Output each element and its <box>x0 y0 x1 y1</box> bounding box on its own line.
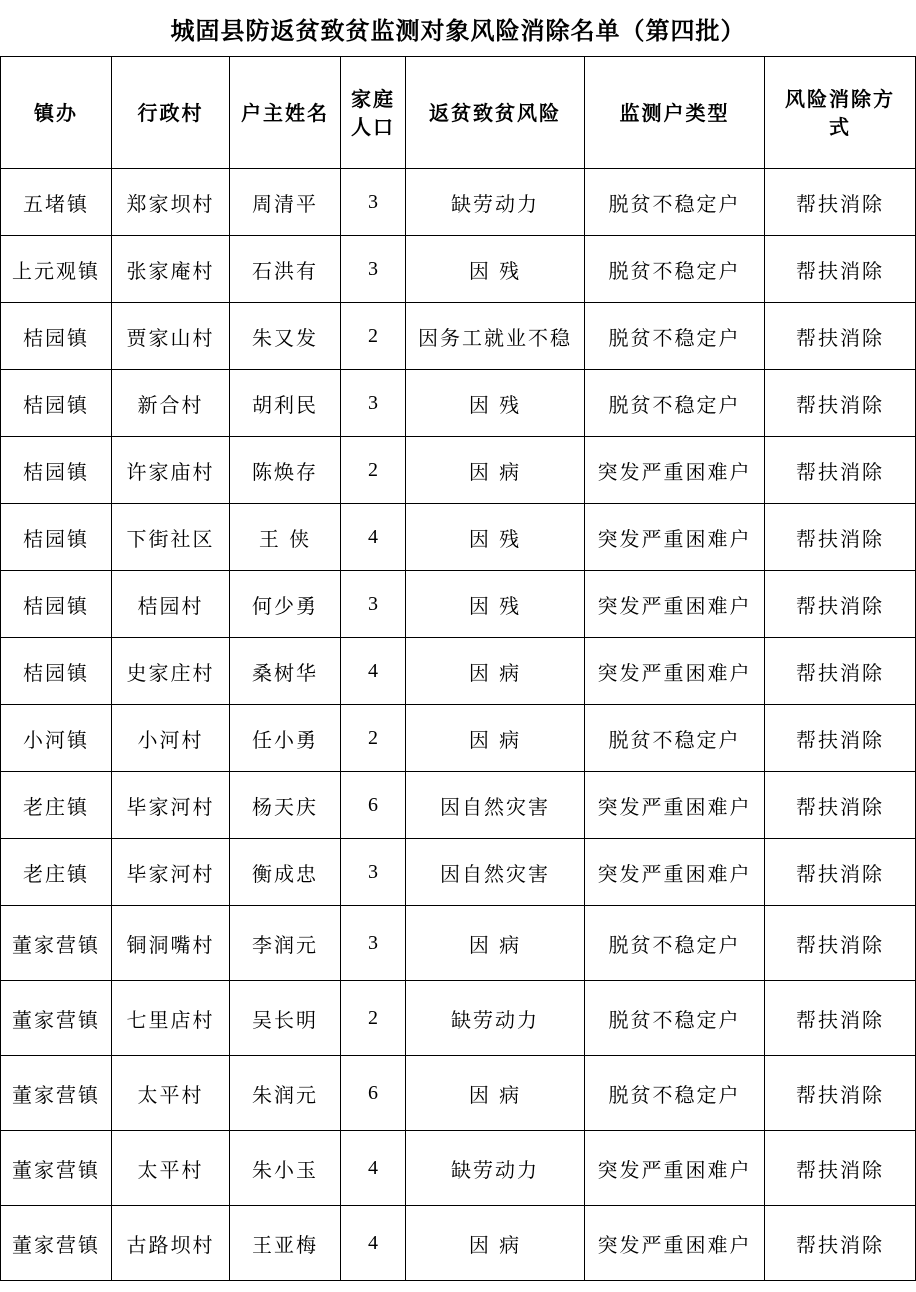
removal-method-cell: 帮扶消除 <box>765 906 916 981</box>
household-head-cell: 杨天庆 <box>230 772 341 839</box>
monitor-type-cell: 脱贫不稳定户 <box>585 1056 765 1131</box>
household-size-cell: 3 <box>341 370 406 437</box>
village-cell: 毕家河村 <box>112 772 230 839</box>
header-removal-method-line2: 式 <box>829 114 851 139</box>
village-cell: 贾家山村 <box>112 303 230 370</box>
village-cell: 太平村 <box>112 1056 230 1131</box>
household-size-cell: 2 <box>341 705 406 772</box>
removal-method-cell: 帮扶消除 <box>765 839 916 906</box>
document-title: 城固县防返贫致贫监测对象风险消除名单（第四批） <box>170 16 746 45</box>
village-cell: 史家庄村 <box>112 638 230 705</box>
header-removal-method-line1: 风险消除方 <box>785 86 895 111</box>
header-household-size-line1: 家庭 <box>351 86 395 111</box>
village-cell: 古路坝村 <box>112 1206 230 1281</box>
header-risk: 返贫致贫风险 <box>406 57 585 169</box>
household-head-cell: 王亚梅 <box>230 1206 341 1281</box>
village-cell: 张家庵村 <box>112 236 230 303</box>
village-cell: 许家庙村 <box>112 437 230 504</box>
village-cell: 七里店村 <box>112 981 230 1056</box>
town-cell: 桔园镇 <box>1 504 112 571</box>
village-cell: 铜洞嘴村 <box>112 906 230 981</box>
household-size-cell: 6 <box>341 1056 406 1131</box>
risk-cell: 因 病 <box>406 906 585 981</box>
household-head-cell: 衡成忠 <box>230 839 341 906</box>
header-village: 行政村 <box>112 57 230 169</box>
town-cell: 小河镇 <box>1 705 112 772</box>
risk-cell: 缺劳动力 <box>406 981 585 1056</box>
household-head-cell: 吴长明 <box>230 981 341 1056</box>
household-size-cell: 4 <box>341 638 406 705</box>
risk-cell: 因务工就业不稳 <box>406 303 585 370</box>
table-row <box>1 571 916 638</box>
table-row <box>1 638 916 705</box>
table-row <box>1 1056 916 1131</box>
town-cell: 桔园镇 <box>1 370 112 437</box>
removal-method-cell: 帮扶消除 <box>765 1056 916 1131</box>
table-row <box>1 772 916 839</box>
header-household-size <box>341 57 406 169</box>
monitor-type-cell: 突发严重困难户 <box>585 571 765 638</box>
risk-cell: 因 病 <box>406 705 585 772</box>
town-cell: 老庄镇 <box>1 772 112 839</box>
monitor-type-cell: 脱贫不稳定户 <box>585 705 765 772</box>
household-head-cell: 朱小玉 <box>230 1131 341 1206</box>
household-size-cell: 3 <box>341 839 406 906</box>
monitor-type-cell: 突发严重困难户 <box>585 437 765 504</box>
household-head-cell: 李润元 <box>230 906 341 981</box>
removal-method-cell: 帮扶消除 <box>765 571 916 638</box>
removal-method-cell: 帮扶消除 <box>765 1206 916 1281</box>
risk-cell: 缺劳动力 <box>406 169 585 236</box>
removal-method-cell: 帮扶消除 <box>765 981 916 1056</box>
removal-method-cell: 帮扶消除 <box>765 705 916 772</box>
table-row <box>1 303 916 370</box>
header-removal-method <box>765 57 916 169</box>
town-cell: 桔园镇 <box>1 571 112 638</box>
risk-cell: 因自然灾害 <box>406 839 585 906</box>
monitor-type-cell: 脱贫不稳定户 <box>585 236 765 303</box>
household-head-cell: 周清平 <box>230 169 341 236</box>
village-cell: 桔园村 <box>112 571 230 638</box>
removal-method-cell: 帮扶消除 <box>765 1131 916 1206</box>
table-row <box>1 839 916 906</box>
household-head-cell: 任小勇 <box>230 705 341 772</box>
monitor-type-cell: 突发严重困难户 <box>585 1206 765 1281</box>
town-cell: 董家营镇 <box>1 1056 112 1131</box>
village-cell: 毕家河村 <box>112 839 230 906</box>
monitor-type-cell: 突发严重困难户 <box>585 504 765 571</box>
monitor-type-cell: 脱贫不稳定户 <box>585 303 765 370</box>
risk-cell: 缺劳动力 <box>406 1131 585 1206</box>
household-head-cell: 胡利民 <box>230 370 341 437</box>
table-row <box>1 981 916 1056</box>
town-cell: 桔园镇 <box>1 638 112 705</box>
household-size-cell: 3 <box>341 169 406 236</box>
household-size-cell: 4 <box>341 504 406 571</box>
household-size-cell: 2 <box>341 303 406 370</box>
household-head-cell: 陈焕存 <box>230 437 341 504</box>
table-header-row <box>1 57 916 169</box>
removal-method-cell: 帮扶消除 <box>765 437 916 504</box>
town-cell: 上元观镇 <box>1 236 112 303</box>
village-cell: 小河村 <box>112 705 230 772</box>
table-row <box>1 437 916 504</box>
household-size-cell: 3 <box>341 571 406 638</box>
risk-removal-table <box>0 56 916 1281</box>
town-cell: 老庄镇 <box>1 839 112 906</box>
town-cell: 董家营镇 <box>1 1131 112 1206</box>
removal-method-cell: 帮扶消除 <box>765 236 916 303</box>
town-cell: 五堵镇 <box>1 169 112 236</box>
removal-method-cell: 帮扶消除 <box>765 638 916 705</box>
removal-method-cell: 帮扶消除 <box>765 303 916 370</box>
household-head-cell: 桑树华 <box>230 638 341 705</box>
village-cell: 下街社区 <box>112 504 230 571</box>
table-row <box>1 236 916 303</box>
table-row <box>1 705 916 772</box>
monitor-type-cell: 脱贫不稳定户 <box>585 169 765 236</box>
monitor-type-cell: 脱贫不稳定户 <box>585 906 765 981</box>
removal-method-cell: 帮扶消除 <box>765 169 916 236</box>
header-household-size-line2: 人口 <box>351 114 395 139</box>
table-row <box>1 504 916 571</box>
table-row <box>1 1131 916 1206</box>
household-size-cell: 3 <box>341 236 406 303</box>
household-head-cell: 何少勇 <box>230 571 341 638</box>
risk-cell: 因 残 <box>406 370 585 437</box>
household-size-cell: 3 <box>341 906 406 981</box>
household-head-cell: 王 侠 <box>230 504 341 571</box>
village-cell: 太平村 <box>112 1131 230 1206</box>
header-household-head: 户主姓名 <box>230 57 341 169</box>
monitor-type-cell: 突发严重困难户 <box>585 638 765 705</box>
risk-cell: 因自然灾害 <box>406 772 585 839</box>
household-size-cell: 4 <box>341 1206 406 1281</box>
risk-cell: 因 病 <box>406 1056 585 1131</box>
table-row <box>1 1206 916 1281</box>
removal-method-cell: 帮扶消除 <box>765 504 916 571</box>
household-size-cell: 2 <box>341 437 406 504</box>
risk-cell: 因 病 <box>406 638 585 705</box>
monitor-type-cell: 脱贫不稳定户 <box>585 981 765 1056</box>
town-cell: 董家营镇 <box>1 981 112 1056</box>
header-monitor-type: 监测户类型 <box>585 57 765 169</box>
monitor-type-cell: 脱贫不稳定户 <box>585 370 765 437</box>
risk-cell: 因 病 <box>406 437 585 504</box>
monitor-type-cell: 突发严重困难户 <box>585 772 765 839</box>
town-cell: 桔园镇 <box>1 303 112 370</box>
risk-cell: 因 残 <box>406 504 585 571</box>
risk-cell: 因 残 <box>406 571 585 638</box>
removal-method-cell: 帮扶消除 <box>765 370 916 437</box>
table-row <box>1 906 916 981</box>
town-cell: 董家营镇 <box>1 1206 112 1281</box>
household-size-cell: 2 <box>341 981 406 1056</box>
household-size-cell: 6 <box>341 772 406 839</box>
header-town: 镇办 <box>1 57 112 169</box>
town-cell: 董家营镇 <box>1 906 112 981</box>
household-head-cell: 朱润元 <box>230 1056 341 1131</box>
household-head-cell: 朱又发 <box>230 303 341 370</box>
table-row <box>1 169 916 236</box>
household-size-cell: 4 <box>341 1131 406 1206</box>
monitor-type-cell: 突发严重困难户 <box>585 839 765 906</box>
risk-cell: 因 病 <box>406 1206 585 1281</box>
village-cell: 郑家坝村 <box>112 169 230 236</box>
table-row <box>1 370 916 437</box>
risk-cell: 因 残 <box>406 236 585 303</box>
village-cell: 新合村 <box>112 370 230 437</box>
town-cell: 桔园镇 <box>1 437 112 504</box>
household-head-cell: 石洪有 <box>230 236 341 303</box>
removal-method-cell: 帮扶消除 <box>765 772 916 839</box>
monitor-type-cell: 突发严重困难户 <box>585 1131 765 1206</box>
